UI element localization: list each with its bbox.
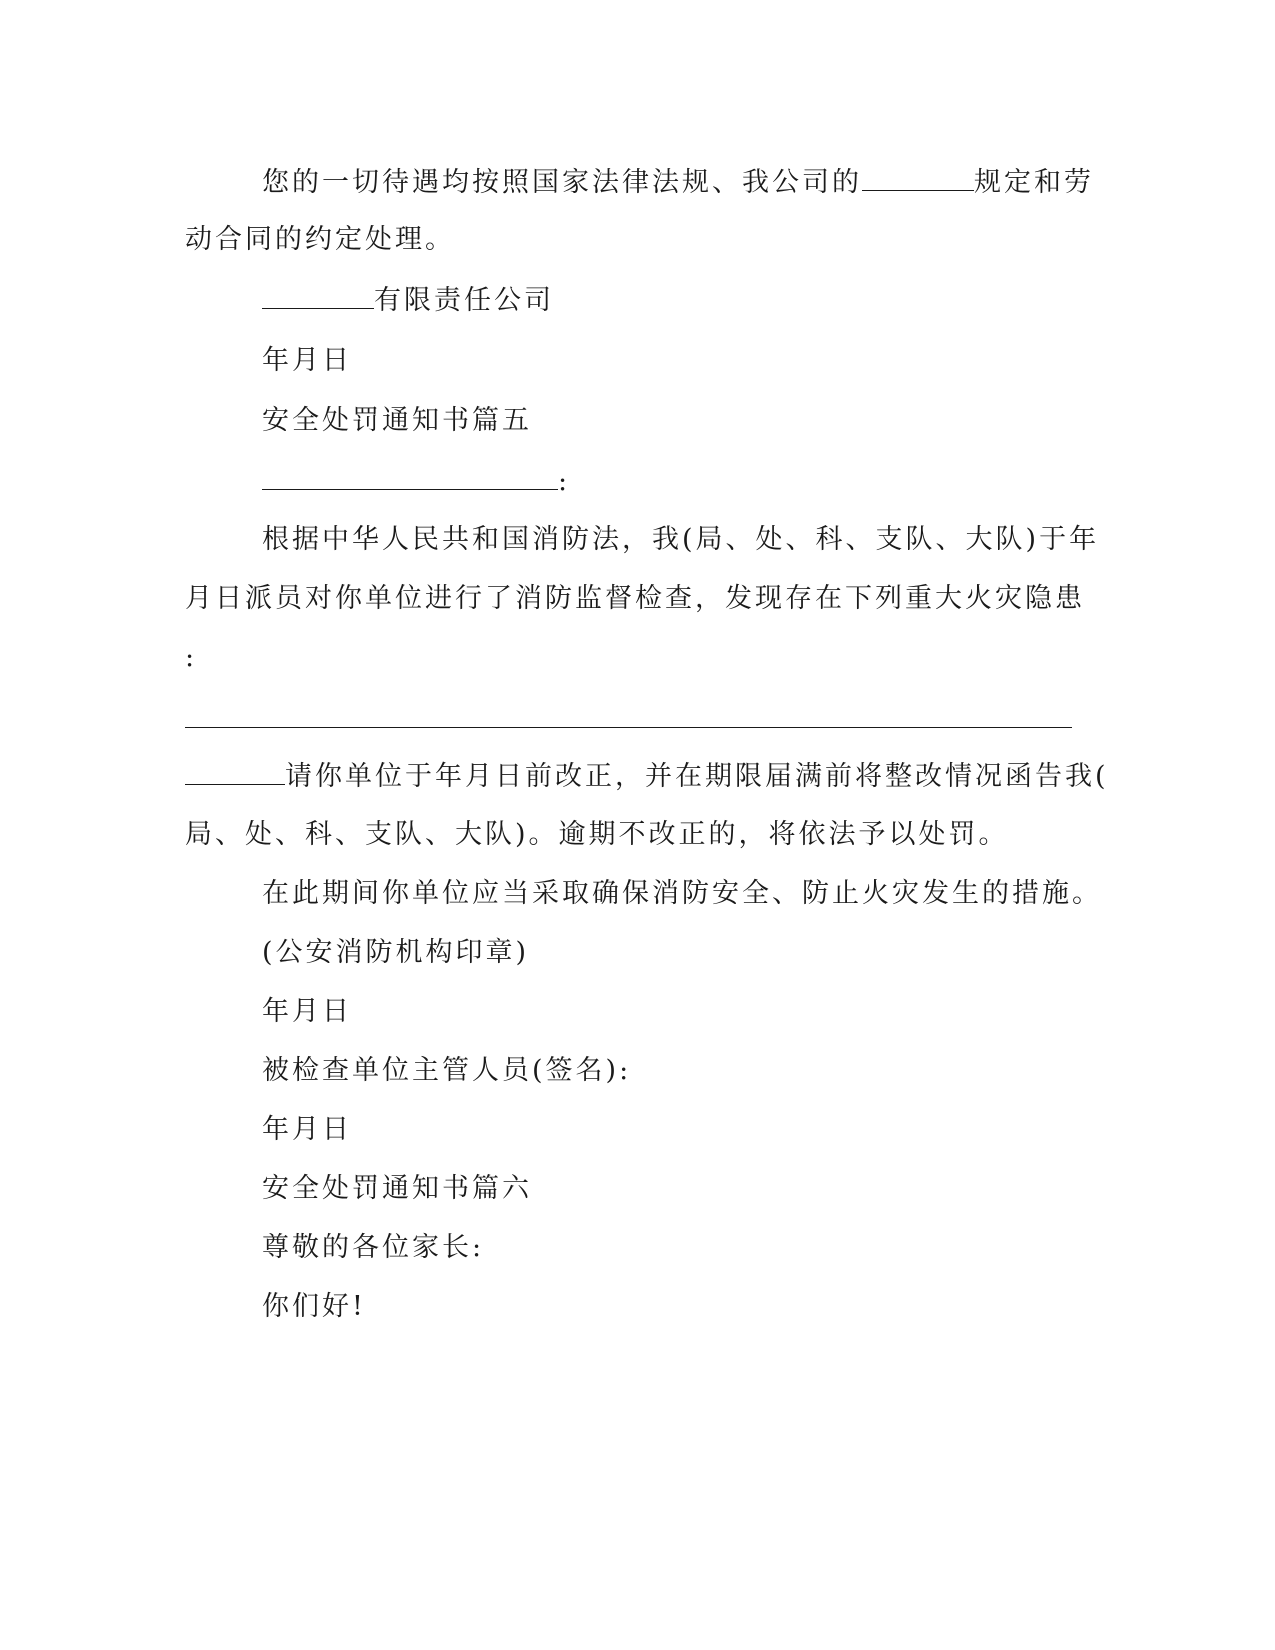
colon: : bbox=[558, 466, 571, 497]
fill-blank bbox=[862, 164, 974, 191]
text: 根据中华人民共和国消防法，我(局、处、科、支队、大队)于年 bbox=[262, 524, 1100, 555]
greeting-line bbox=[262, 1230, 484, 1266]
date-line bbox=[262, 994, 352, 1030]
seal-text: (公安消防机构印章) bbox=[262, 937, 530, 968]
hello: 你们好! bbox=[262, 1291, 366, 1322]
date: 年月日 bbox=[262, 996, 352, 1027]
paragraph-line bbox=[185, 758, 1109, 795]
company-suffix: 有限责任公司 bbox=[374, 285, 554, 316]
text: 您的一切待遇均按照国家法律法规、我公司的 bbox=[262, 167, 862, 198]
heading-text: 安全处罚通知书篇五 bbox=[262, 405, 532, 436]
paragraph-line bbox=[262, 522, 1099, 558]
paragraph-line bbox=[185, 640, 197, 676]
section-heading bbox=[262, 1171, 532, 1207]
paragraph-line bbox=[185, 817, 1009, 853]
date-line bbox=[262, 1112, 352, 1148]
seal-line bbox=[262, 935, 529, 971]
date: 年月日 bbox=[262, 1114, 352, 1145]
text: 动合同的约定处理。 bbox=[185, 224, 455, 255]
fill-blank bbox=[185, 758, 285, 785]
date: 年月日 bbox=[262, 345, 352, 376]
heading-text: 安全处罚通知书篇六 bbox=[262, 1173, 532, 1204]
greeting-line bbox=[262, 1289, 366, 1325]
text: : bbox=[185, 642, 198, 673]
paragraph-line bbox=[185, 222, 455, 258]
paragraph-line bbox=[262, 876, 1102, 912]
text: 在此期间你单位应当采取确保消防安全、防止火灾发生的措施。 bbox=[262, 878, 1102, 909]
text: 局、处、科、支队、大队)。逾期不改正的，将依法予以处罚。 bbox=[185, 819, 1009, 850]
date-line bbox=[262, 343, 352, 379]
greeting: 尊敬的各位家长: bbox=[262, 1232, 485, 1263]
signature-line bbox=[262, 1053, 631, 1089]
fill-blank bbox=[262, 463, 558, 490]
paragraph-line bbox=[262, 164, 1094, 201]
signature-label: 被检查单位主管人员(签名): bbox=[262, 1055, 632, 1086]
fill-blank bbox=[262, 282, 374, 309]
addressee-line bbox=[262, 463, 570, 500]
full-width-blank bbox=[185, 727, 1072, 728]
text: 规定和劳 bbox=[974, 167, 1094, 198]
paragraph-line bbox=[185, 581, 1085, 617]
section-heading bbox=[262, 403, 532, 439]
text: 月日派员对你单位进行了消防监督检查，发现存在下列重大火灾隐患 bbox=[185, 583, 1085, 614]
company-line bbox=[262, 282, 554, 319]
text: 请你单位于年月日前改正，并在期限届满前将整改情况函告我( bbox=[285, 761, 1109, 792]
